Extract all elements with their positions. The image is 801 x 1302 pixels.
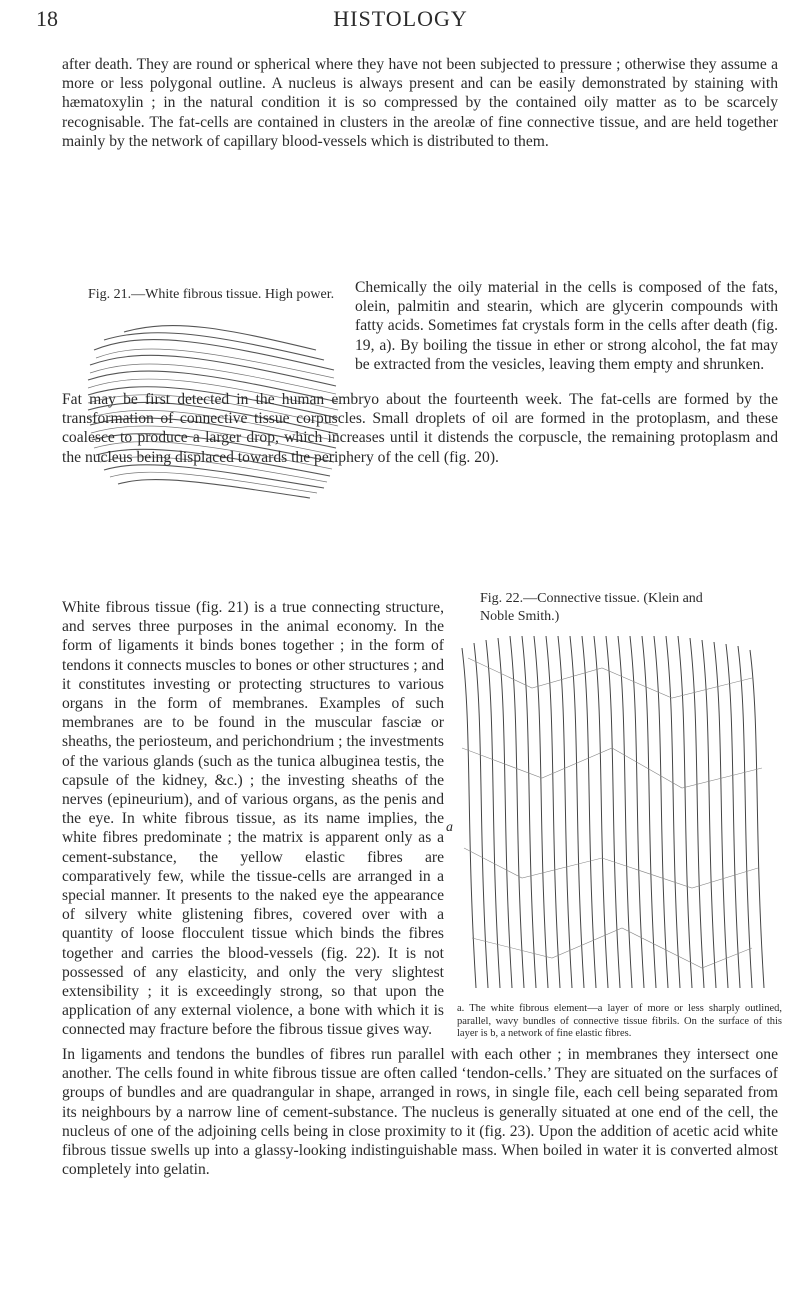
running-title: HISTOLOGY	[333, 6, 468, 31]
paragraph-white-fibrous: White fibrous tissue (fig. 21) is a true connecting structure, and serves three purposes in the animal economy. In the form of ligaments it binds bones together ; in the form of tendons it connects muscles to bones or other structures ; and it constitutes investing or protecting structures to various organs in the form of membranes. Examples of such membranes are to be found in the muscular fasciæ or sheaths, the periosteum, and perichondrium ; the investments of the various glands (such as the tunica albuginea testis, the capsule of the kidney, &c.) ; the investing sheaths of the nerves (epineurium), and of various organs, as the penis and the eye. In white fibrous tissue, as its name implies, the white fibres predominate ; the matrix is apparent only as a cement-substance, the yellow elastic fibres are comparatively few, while the tissue-cells are arranged in a special manner. It presents to the naked eye the appearance of silvery white glistening fibres, covered over with a quantity of loose flocculent tissue which binds the fibres together and carries the blood-vessels (fig. 22). It is not possessed of any elasticity, and only the very slightest extensibility ; it is exceedingly strong, so that upon the application of any external violence, a bone with which it is connected may fracture before the fibrous tissue gives way.	[62, 599, 444, 1039]
paragraph-embryo: Fat may be first detected in the human embryo about the fourteenth week. The fat-cells are formed by the transformation of connective tissue corpuscles. Small droplets of oil are formed in the protoplasm, and these coalesce to produce a larger drop, which increases until it distends the corpuscle, the remaining protoplasm and the nucleus being displaced towards the periphery of the cell (fig. 20).	[62, 391, 778, 466]
figure-22-caption: Fig. 22.—Connective tissue. (Klein and Noble Smith.)	[480, 591, 703, 624]
figure-21-caption: Fig. 21.—White fibrous tissue. High power.	[88, 287, 335, 302]
paragraph-ligaments: In ligaments and tendons the bundles of fibres run parallel with each other ; in membranes they intersect one another. The cells found in white fibrous tissue are often called ‘tendon-cells.’ They are situated on the surfaces of groups of bundles and are quadrangular in shape, arranged in rows, in single file, each cell being separated from its neighbours by a narrow line of cement-substance. The nucleus is generally situated at one end of the cell, the nucleus of one of the adjoining cells being in close proximity to it (fig. 23). Upon the addition of acetic acid white fibrous tissue swells up into a glassy-looking indistinguishable mass. When boiled in water it is converted almost completely into gelatin.	[62, 1046, 778, 1179]
figure-22-label-a: a	[446, 820, 453, 835]
figure-22-legend: a. The white fibrous element—a layer of more or less sharply outlined, parallel, wavy bundles of connective tissue fibrils. On the surface of this layer is b, a network of fine elastic fibres.	[457, 1003, 782, 1039]
paragraph-fat-cells: after death. They are round or spherical where they have not been subjected to pressure ; otherwise they assume a more or less polygonal outline. A nucleus is always present and can be easily demonstrated by staining with hæmatoxylin ; in the natural condition it is so compressed by the contained oily matter as to be scarcely recognisable. The fat-cells are contained in clusters in the areolæ of fine connective tissue, and are held together mainly by the network of capillary blood-vessels which is distributed to them.	[62, 56, 778, 150]
paragraph-chemistry: Chemically the oily material in the cells is composed of the fats, olein, palmitin and stearin, which are glycerin compounds with fatty acids. Sometimes fat crystals form in the cells after death (fig. 19, a). By boiling the tissue in ether or strong alcohol, the fat may be extracted from the vesicles, leaving them empty and shrunken.	[355, 279, 778, 373]
page-number: 18	[36, 6, 58, 31]
figure-22-connective-tissue	[452, 628, 782, 996]
